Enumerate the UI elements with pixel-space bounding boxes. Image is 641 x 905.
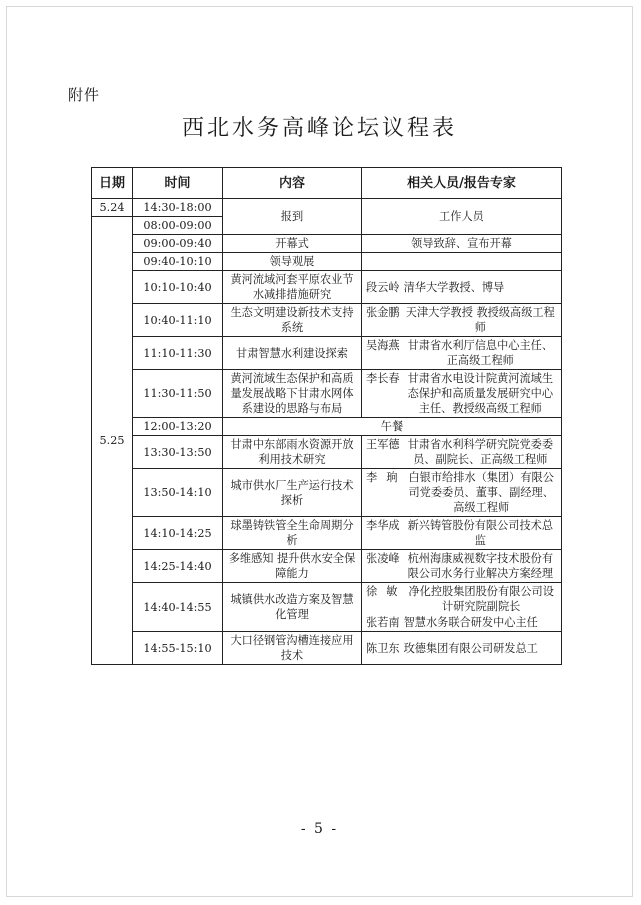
speaker-name: 徐敏 bbox=[366, 585, 407, 598]
content-cell: 开幕式 bbox=[223, 235, 362, 253]
person-cell: 领导致辞、宣布开幕 bbox=[362, 235, 562, 253]
person-cell bbox=[362, 550, 562, 583]
speaker-name: 陈卫东 bbox=[366, 641, 400, 655]
speaker-name: 段云岭 bbox=[366, 280, 400, 294]
content-cell: 大口径钢管沟槽连接应用技术 bbox=[223, 632, 362, 665]
person-cell bbox=[362, 583, 562, 632]
page-number: - 5 - bbox=[300, 821, 339, 837]
content-cell: 生态文明建设新技术支持系统 bbox=[223, 304, 362, 337]
time-cell: 14:55-15:10 bbox=[133, 632, 223, 665]
person-cell bbox=[362, 271, 562, 304]
table-row bbox=[92, 199, 562, 217]
table-row bbox=[92, 253, 562, 271]
table-row bbox=[92, 235, 562, 253]
time-cell: 14:25-14:40 bbox=[133, 550, 223, 583]
speaker-name: 张凌峰 bbox=[366, 552, 400, 565]
person-cell bbox=[362, 253, 562, 271]
person-cell bbox=[362, 304, 562, 337]
speaker-title: 杭州海康威视数字技术股份有限公司水务行业解决方案经理 bbox=[407, 552, 554, 580]
time-cell: 12:00-13:20 bbox=[133, 418, 223, 436]
content-cell: 午餐 bbox=[223, 418, 562, 436]
content-cell: 甘肃中东部雨水资源开放利用技术研究 bbox=[223, 436, 362, 469]
speaker-title: 白银市给排水（集团）有限公司党委委员、董事、副经理、高级工程师 bbox=[408, 471, 554, 514]
time-cell: 10:40-11:10 bbox=[133, 304, 223, 337]
speaker-title: 智慧水务联合研发中心主任 bbox=[403, 616, 538, 629]
person-cell bbox=[362, 632, 562, 665]
content-cell: 城市供水厂生产运行技术探析 bbox=[223, 469, 362, 517]
person-cell: 工作人员 bbox=[362, 199, 562, 235]
page-title: 西北水务高峰论坛议程表 bbox=[181, 116, 457, 141]
time-cell: 14:30-18:00 bbox=[133, 199, 223, 217]
content-cell: 球墨铸铁管全生命周期分析 bbox=[223, 517, 362, 550]
table-row bbox=[92, 370, 562, 418]
date-cell: 5.25 bbox=[92, 217, 133, 665]
time-cell: 14:10-14:25 bbox=[133, 517, 223, 550]
speaker-title: 玫德集团有限公司研发总工 bbox=[403, 641, 538, 655]
table-row bbox=[92, 550, 562, 583]
time-cell: 14:40-14:55 bbox=[133, 583, 223, 632]
column-header-content: 内容 bbox=[223, 168, 362, 199]
table-row bbox=[92, 418, 562, 436]
speaker-name: 李长春 bbox=[366, 372, 400, 385]
speaker-name: 王军德 bbox=[366, 438, 400, 451]
table-row bbox=[92, 436, 562, 469]
person-cell bbox=[362, 436, 562, 469]
speaker-title: 新兴铸管股份有限公司技术总监 bbox=[407, 519, 554, 547]
time-cell: 13:50-14:10 bbox=[133, 469, 223, 517]
table-row bbox=[92, 632, 562, 665]
column-header-date: 日期 bbox=[92, 168, 133, 199]
speaker-title: 甘肃省水利科学研究院党委委员、副院长、正高级工程师 bbox=[407, 438, 554, 466]
content-cell: 报到 bbox=[223, 199, 362, 235]
speaker-title: 天津大学教授 教授级高级工程师 bbox=[405, 306, 555, 334]
speaker-name: 李华成 bbox=[366, 519, 400, 532]
speaker-title: 甘肃省水利厅信息中心主任、正高级工程师 bbox=[407, 339, 554, 367]
table-row bbox=[92, 517, 562, 550]
person-cell bbox=[362, 370, 562, 418]
table-row bbox=[92, 337, 562, 370]
time-cell: 10:10-10:40 bbox=[133, 271, 223, 304]
attachment-label: 附件 bbox=[68, 86, 101, 104]
content-cell: 多维感知 提升供水安全保障能力 bbox=[223, 550, 362, 583]
column-header-speakers: 相关人员/报告专家 bbox=[362, 168, 562, 199]
time-cell: 08:00-09:00 bbox=[133, 217, 223, 235]
person-cell bbox=[362, 337, 562, 370]
speaker-title: 清华大学教授、博导 bbox=[403, 280, 505, 294]
content-cell: 黄河流域生态保护和高质量发展战略下甘肃水网体系建设的思路与布局 bbox=[223, 370, 362, 418]
table-row bbox=[92, 583, 562, 632]
table-row bbox=[92, 271, 562, 304]
time-cell: 13:30-13:50 bbox=[133, 436, 223, 469]
column-header-time: 时间 bbox=[133, 168, 223, 199]
time-cell: 09:40-10:10 bbox=[133, 253, 223, 271]
time-cell: 11:10-11:30 bbox=[133, 337, 223, 370]
person-cell bbox=[362, 469, 562, 517]
date-cell: 5.24 bbox=[92, 199, 133, 217]
content-cell: 领导观展 bbox=[223, 253, 362, 271]
content-cell: 城镇供水改造方案及智慧化管理 bbox=[223, 583, 362, 632]
person-cell bbox=[362, 517, 562, 550]
time-cell: 09:00-09:40 bbox=[133, 235, 223, 253]
table-row bbox=[92, 304, 562, 337]
speaker-name: 张若南 bbox=[366, 616, 400, 629]
agenda-table bbox=[91, 167, 562, 665]
speaker-name: 吴海燕 bbox=[366, 339, 400, 352]
speaker-title: 甘肃省水电设计院黄河流域生态保护和高质量发展研究中心主任、教授级高级工程师 bbox=[407, 372, 554, 415]
table-header-row bbox=[92, 168, 562, 199]
speaker-name: 李珦 bbox=[366, 471, 407, 484]
table-row bbox=[92, 469, 562, 517]
content-cell: 甘肃智慧水利建设探索 bbox=[223, 337, 362, 370]
speaker-title: 净化控股集团股份有限公司设计研究院副院长 bbox=[408, 585, 554, 613]
content-cell: 黄河流域河套平原农业节水减排措施研究 bbox=[223, 271, 362, 304]
speaker-name: 张金鹏 bbox=[366, 306, 400, 319]
time-cell: 11:30-11:50 bbox=[133, 370, 223, 418]
